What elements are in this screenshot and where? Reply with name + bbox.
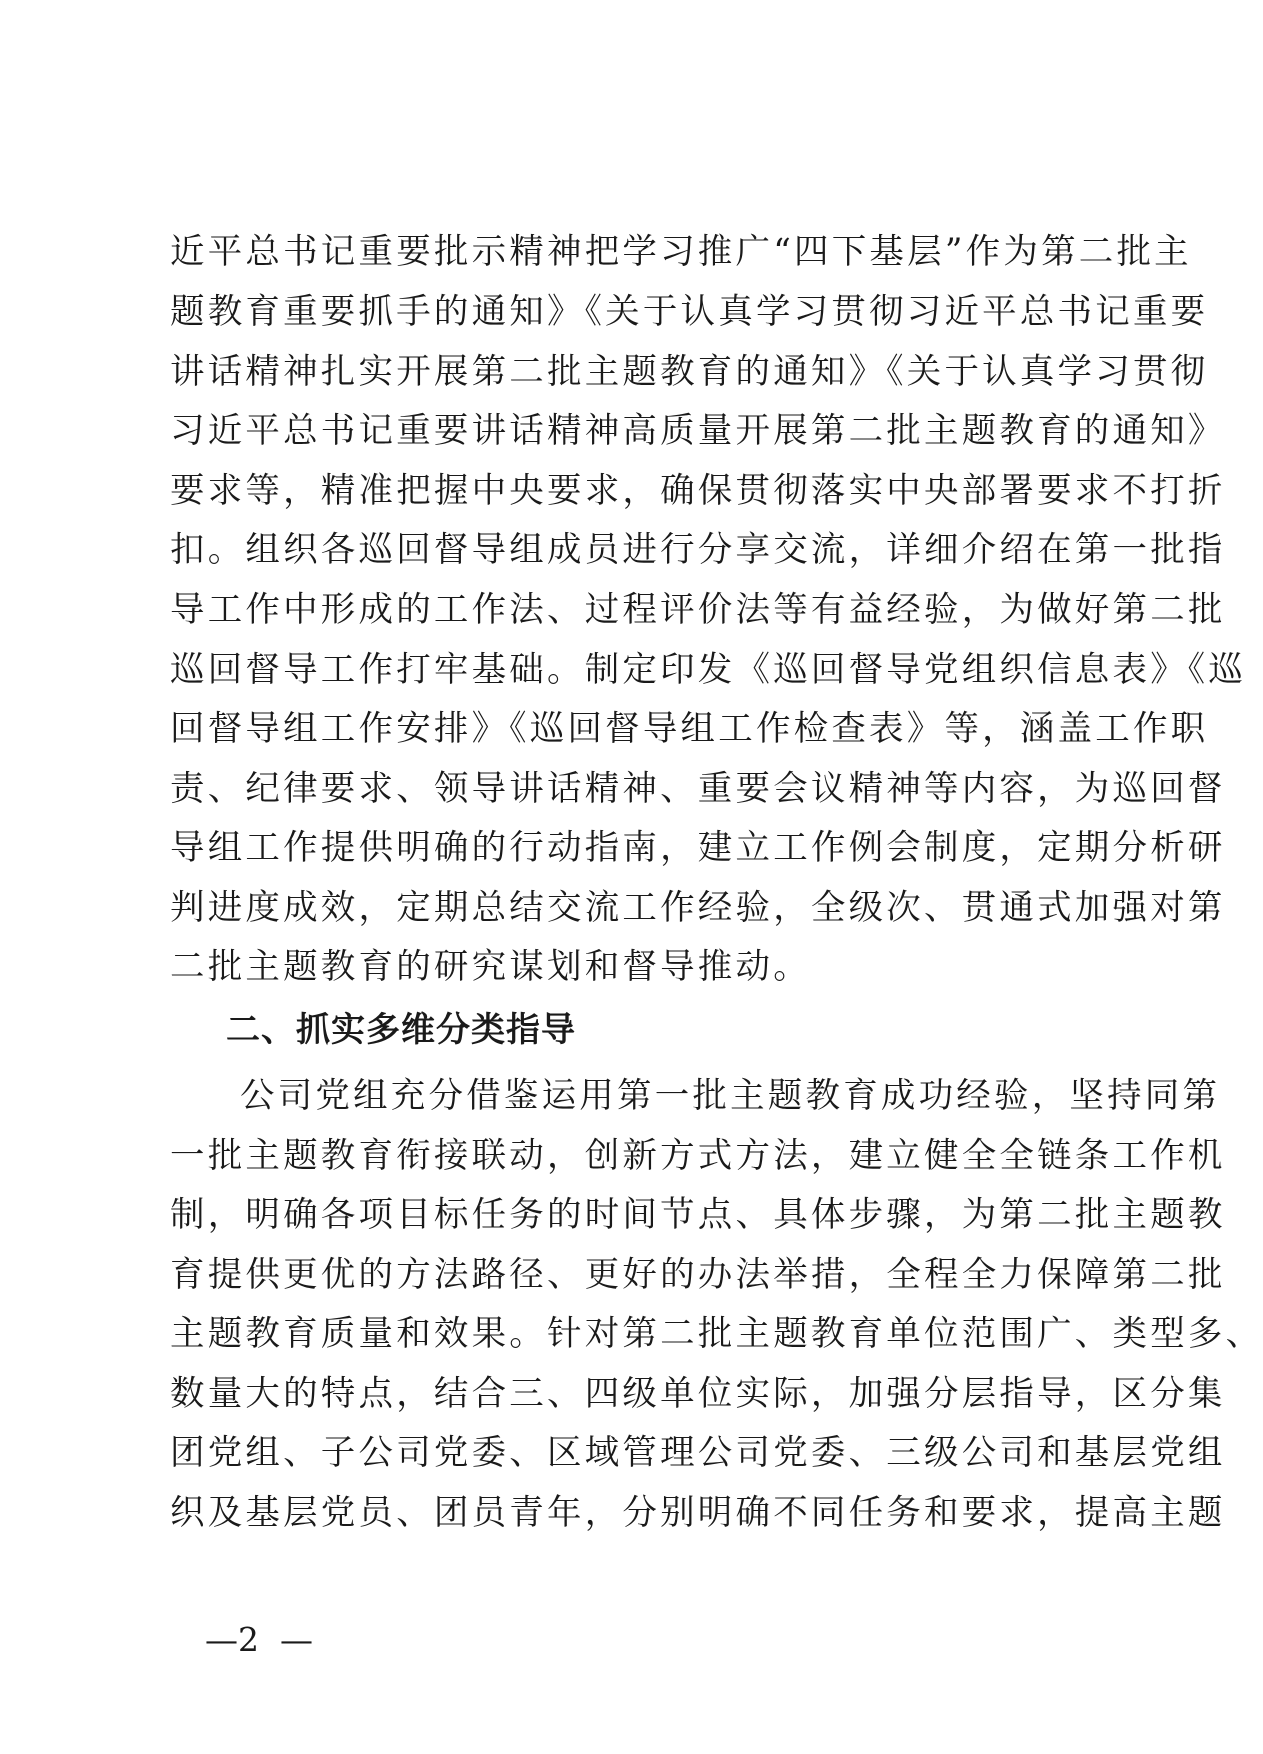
body-text-line: 导工作中形成的工作法、过程评价法等有益经验，为做好第二批 xyxy=(170,590,1226,630)
section-heading: 二、抓实多维分类指导 xyxy=(226,1010,576,1050)
body-text-line: 育提供更优的方法路径、更好的办法举措，全程全力保障第二批 xyxy=(170,1255,1226,1295)
body-text-line: 二批主题教育的研究谋划和督导推动。 xyxy=(170,947,811,987)
body-text-line: 题教育重要抓手的通知》《关于认真学习贯彻习近平总书记重要 xyxy=(170,292,1209,332)
body-text-line: 回督导组工作安排》《巡回督导组工作检查表》等，涵盖工作职 xyxy=(170,709,1209,749)
body-text-line: 讲话精神扎实开展第二批主题教育的通知》《关于认真学习贯彻 xyxy=(170,352,1209,392)
body-text-line: 团党组、子公司党委、区域管理公司党委、三级公司和基层党组 xyxy=(170,1433,1226,1473)
body-text-line: 要求等，精准把握中央要求，确保贯彻落实中央部署要求不打折 xyxy=(170,471,1226,511)
page-number: —2 — xyxy=(205,1620,313,1659)
body-text-line: 织及基层党员、团员青年，分别明确不同任务和要求，提高主题 xyxy=(170,1493,1226,1533)
body-text-line: 近平总书记重要批示精神把学习推广“四下基层”作为第二批主 xyxy=(170,232,1192,272)
body-text-line: 制，明确各项目标任务的时间节点、具体步骤，为第二批主题教 xyxy=(170,1195,1226,1235)
body-text-line: 判进度成效，定期总结交流工作经验，全级次、贯通式加强对第 xyxy=(170,888,1226,928)
body-text-line: 一批主题教育衔接联动，创新方式方法，建立健全全链条工作机 xyxy=(170,1136,1226,1176)
body-text-line: 习近平总书记重要讲话精神高质量开展第二批主题教育的通知》 xyxy=(170,411,1226,451)
body-text-line: 扣。组织各巡回督导组成员进行分享交流，详细介绍在第一批指 xyxy=(170,530,1226,570)
body-text-line: 公司党组充分借鉴运用第一批主题教育成功经验，坚持同第 xyxy=(240,1076,1221,1116)
body-text-line: 责、纪律要求、领导讲话精神、重要会议精神等内容，为巡回督 xyxy=(170,769,1226,809)
body-text-line: 数量大的特点，结合三、四级单位实际，加强分层指导，区分集 xyxy=(170,1374,1226,1414)
body-text-line: 巡回督导工作打牢基础。制定印发《巡回督导党组织信息表》《巡 xyxy=(170,650,1247,690)
body-text-line: 导组工作提供明确的行动指南，建立工作例会制度，定期分析研 xyxy=(170,828,1226,868)
body-text-line: 主题教育质量和效果。针对第二批主题教育单位范围广、类型多、 xyxy=(170,1314,1263,1354)
